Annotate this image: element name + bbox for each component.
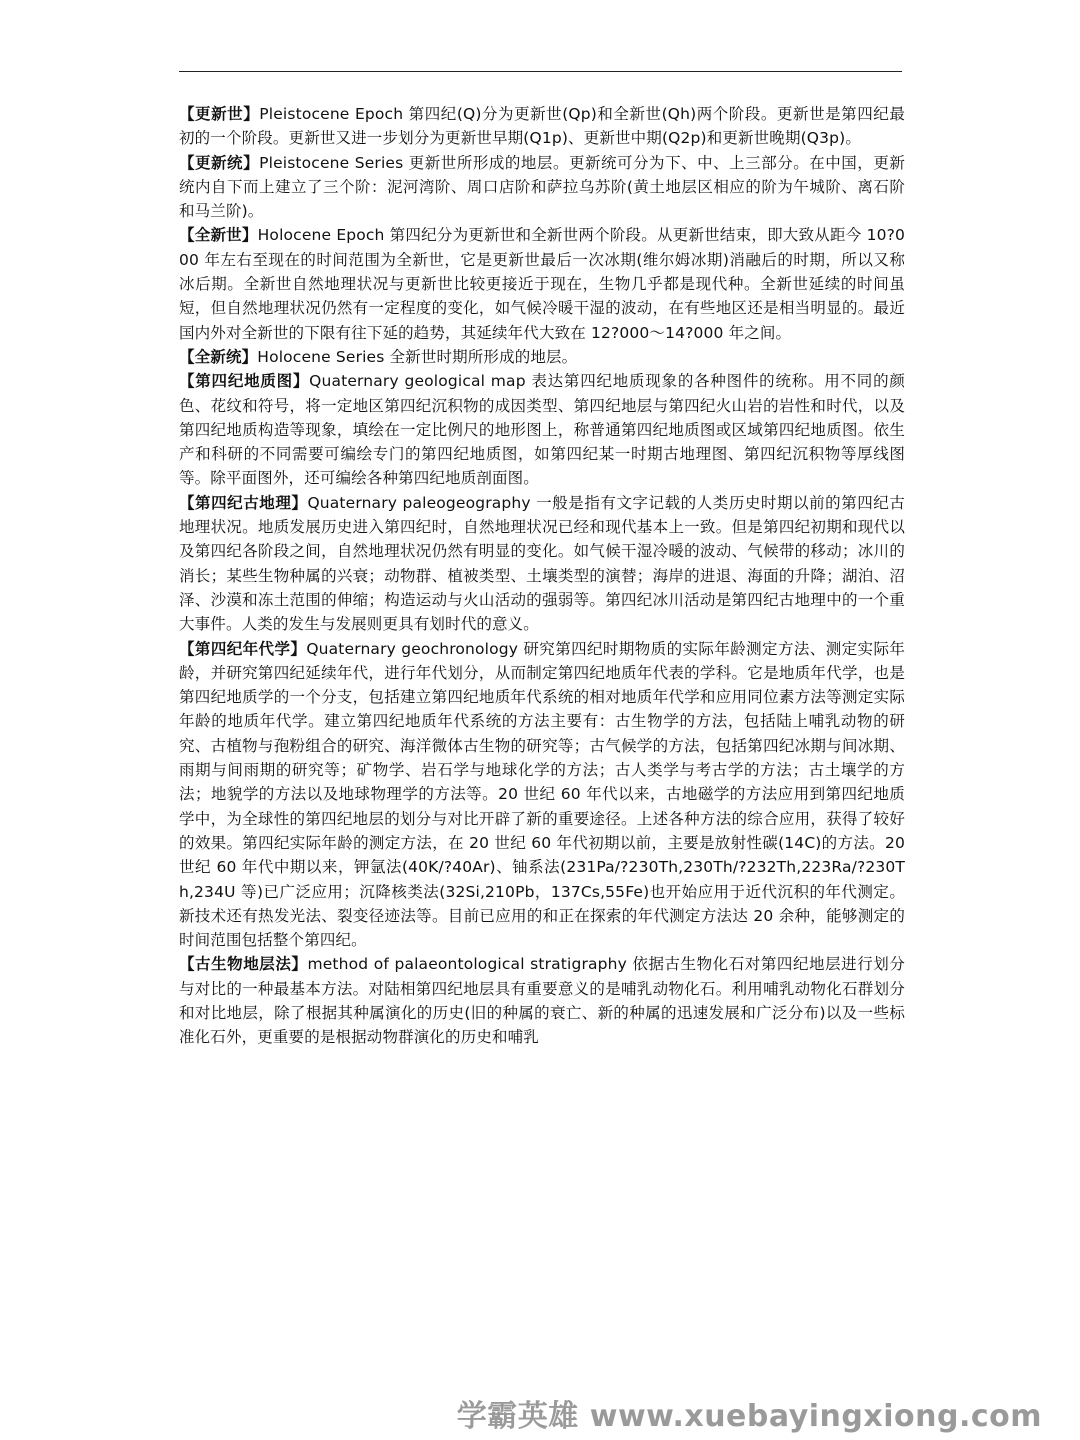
document-body [179, 102, 905, 1050]
entry-term: 【更新统】 [179, 153, 260, 172]
entry-holocene-series [179, 345, 905, 369]
entry-pleistocene-epoch [179, 102, 905, 151]
entry-text: Holocene Series 全新世时期所形成的地层。 [257, 347, 578, 366]
entry-palaeontological-stratigraphy [179, 952, 905, 1049]
entry-quaternary-paleogeography [179, 491, 905, 637]
site-watermark: 学霸英雄 www.xuebayingxiong.com [456, 1399, 1042, 1434]
entry-term: 【全新统】 [179, 347, 258, 366]
entry-quaternary-geochronology [179, 637, 905, 953]
entry-text: Quaternary geological map 表达第四纪地质现象的各种图件的统称。用不同的颜色、花纹和符号，将一定地区第四纪沉积物的成因类型、第四纪地层与第四纪火山岩的岩性和时代，以及第四纪地质构造等现象，填绘在一定比例尺的地形图上，称普通第四纪地质图或区域第四纪地质图。依生产和科研的不同需要可编绘专门的第四纪地质图，如第四纪某一时期古地理图、第四纪沉积物等厚线图等。除平面图外，还可编绘各种第四纪地质剖面图。 [179, 372, 905, 488]
entry-text: Holocene Epoch 第四纪分为更新世和全新世两个阶段。从更新世结束，即大致从距今 10?000 年左右至现在的时间范围为全新世，它是更新世最后一次冰期(维尔姆冰期)消融后的时期，所以又称冰后期。全新世自然地理状况与更新世比较更接近于现在，生物几乎都是现代种。全新世延续的时间虽短，但自然地理状况仍然有一定程度的变化，如气候冷暖干湿的波动，在有些地区还是相当明显的。最近国内外对全新世的下限有往下延的趋势，其延续年代大致在 12?000～14?000 年之间。 [179, 226, 905, 342]
entry-holocene-epoch [179, 223, 905, 344]
entry-text: Quaternary paleogeography 一般是指有文字记载的人类历史时期以前的第四纪古地理状况。地质发展历史进入第四纪时，自然地理状况已经和现代基本上一致。但是第四纪初期和现代以及第四纪各阶段之间，自然地理状况仍然有明显的变化。如气候干湿冷暖的波动、气候带的移动；冰川的消长；某些生物种属的兴衰；动物群、植被类型、土壤类型的演替；海岸的进退、海面的升降；湖泊、沼泽、沙漠和冻土范围的伸缩；构造运动与火山活动的强弱等。第四纪冰川活动是第四纪古地理中的一个重大事件。人类的发生与发展则更具有划时代的意义。 [179, 493, 906, 634]
entry-text: Quaternary geochronology 研究第四纪时期物质的实际年龄测定方法、测定实际年龄，并研究第四纪延续年代，进行年代划分，从而制定第四纪地质年代表的学科。它是地质年代学，也是第四纪地质学的一个分支，包括建立第四纪地质年代系统的相对地质年代学和应用同位素方法等测定实际年龄的地质年代学。建立第四纪地质年代系统的方法主要有：古生物学的方法，包括陆上哺乳动物的研究、古植物与孢粉组合的研究、海洋微体古生物的研究等；古气候学的方法，包括第四纪冰期与间冰期、雨期与间雨期的研究等；矿物学、岩石学与地球化学的方法；古人类学与考古学的方法；古土壤学的方法；地貌学的方法以及地球物理学的方法等。20 世纪 60 年代以来，古地磁学的方法应用到第四纪地质学中，为全球性的第四纪地层的划分与对比开辟了新的重要途径。上述各种方法的综合应用，获得了较好的效果。第四纪实际年龄的测定方法，在 20 世纪 60 年代初期以前，主要是放射性碳(14C)的方法。20 世纪 60 年代中期以来，钾氩法(40K/?40Ar)、铀系法(231Pa/?230Th,230Th/?232Th,223Ra/?230Th,234U 等)已广泛应用；沉降核类法(32Si,210Pb，137Cs,55Fe)也开始应用于近代沉积的年代测定。新技术还有热发光法、裂变径迹法等。目前已应用的和正在探索的年代测定方法达 20 余种，能够测定的时间范围包括整个第四纪。 [179, 639, 906, 950]
entry-text: method of palaeontological stratigraphy 依据古生物化石对第四纪地层进行划分与对比的一种最基本方法。对陆相第四纪地层具有重要意义的是哺乳动物化石。利用哺乳动物化石群划分和对比地层，除了根据其种属演化的历史(旧的种属的衰亡、新的种属的迅速发展和广泛分布)以及一些标准化石外，更重要的是根据动物群演化的历史和哺乳 [179, 955, 905, 1047]
entry-term: 【更新世】 [179, 105, 260, 123]
entry-text: Pleistocene Series 更新世所形成的地层。更新统可分为下、中、上三部分。在中国，更新统内自下而上建立了三个阶：泥河湾阶、周口店阶和萨拉乌苏阶(黄土地层区相应的阶为午城阶、离石阶和马兰阶)。 [179, 153, 905, 221]
entry-term: 【古生物地层法】 [179, 955, 308, 974]
entry-quaternary-geological-map [179, 369, 905, 490]
entry-pleistocene-series [179, 151, 905, 224]
header-rule [179, 71, 902, 72]
entry-term: 【第四纪地质图】 [179, 372, 310, 391]
entry-term: 【第四纪年代学】 [179, 639, 307, 658]
entry-text: Pleistocene Epoch 第四纪(Q)分为更新世(Qp)和全新世(Qh)两个阶段。更新世是第四纪最初的一个阶段。更新世又进一步划分为更新世早期(Q1p)、更新世中期(Q2p)和更新世晚期(Q3p)。 [179, 105, 905, 148]
entry-term: 【第四纪古地理】 [179, 493, 308, 512]
entry-term: 【全新世】 [179, 226, 258, 245]
